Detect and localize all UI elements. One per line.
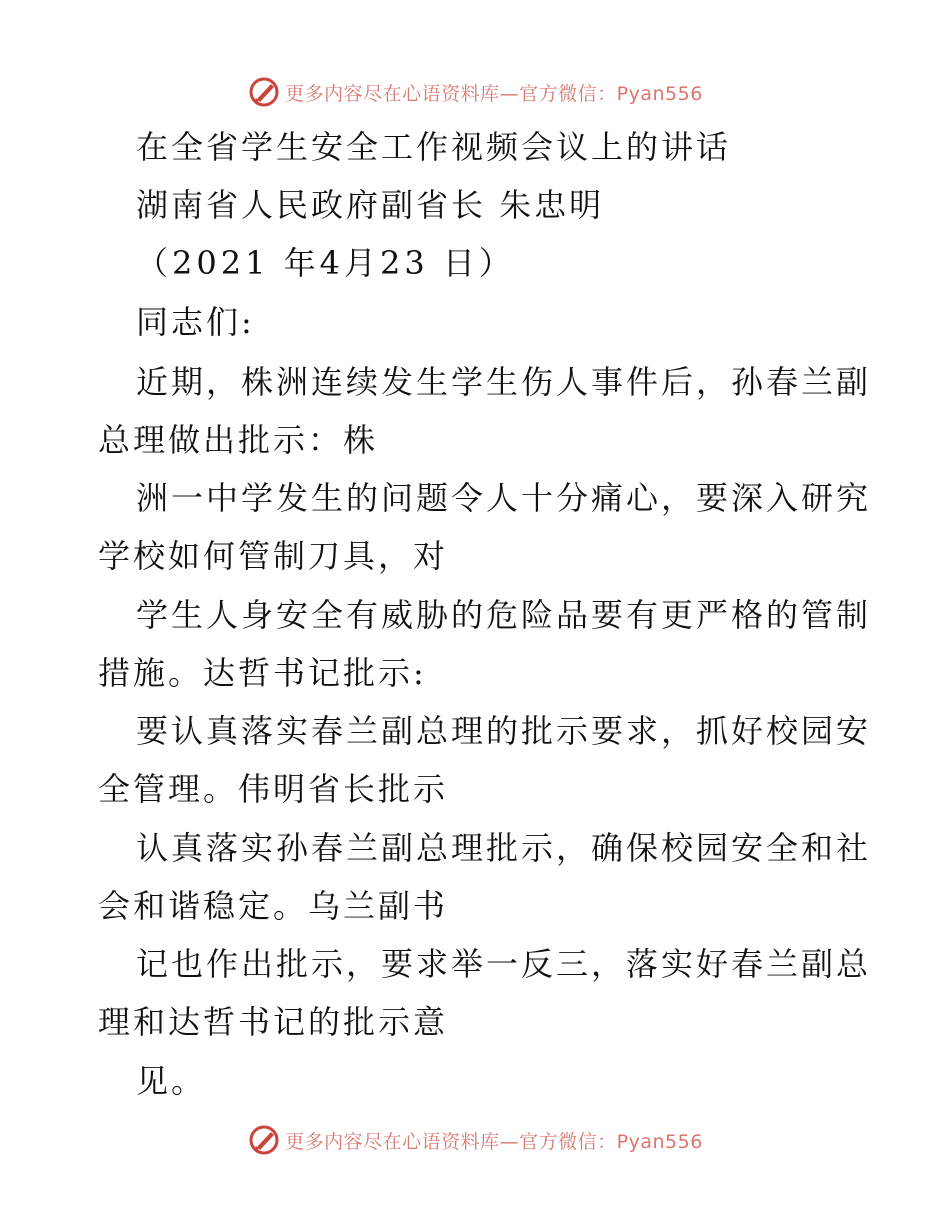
paragraph-line: 全管理。伟明省长批示 xyxy=(98,770,449,808)
paragraph-line: 认真落实孙春兰副总理批示，确保校园安全和社 xyxy=(136,829,872,867)
greeting: 同志们: xyxy=(136,303,255,341)
logo-icon xyxy=(247,1123,281,1157)
watermark-banner-bottom xyxy=(0,1120,950,1160)
watermark-banner-top xyxy=(0,72,950,112)
speaker-line: 湖南省人民政府副省长 朱忠明 xyxy=(136,186,605,224)
paragraph-line: 理和达哲书记的批示意 xyxy=(98,1003,449,1041)
paragraph-line: 近期，株洲连续发生学生伤人事件后，孙春兰副 xyxy=(136,363,872,401)
paragraph-line: 要认真落实春兰副总理的批示要求，抓好校园安 xyxy=(136,712,872,750)
paragraph-line: 学校如何管制刀具，对 xyxy=(98,537,449,575)
paragraph-line: 措施。达哲书记批示: xyxy=(98,654,427,692)
paragraph-line: 学生人身安全有威胁的危险品要有更严格的管制 xyxy=(136,596,872,634)
document-title: 在全省学生安全工作视频会议上的讲话 xyxy=(136,128,732,166)
paragraph-line: 记也作出批示，要求举一反三，落实好春兰副总 xyxy=(136,945,872,983)
watermark-text: 更多内容尽在心语资料库—官方微信：Pyan556 xyxy=(285,1130,703,1153)
watermark-text: 更多内容尽在心语资料库—官方微信：Pyan556 xyxy=(285,82,703,105)
logo-icon xyxy=(247,75,281,109)
paragraph-line: 见。 xyxy=(136,1062,207,1100)
paragraph-line: 会和谐稳定。乌兰副书 xyxy=(98,887,449,925)
paragraph-line: 总理做出批示：株 xyxy=(98,421,379,459)
date-line: （2021 年4月23 日） xyxy=(136,244,515,282)
paragraph-line: 洲一中学发生的问题令人十分痛心，要深入研究 xyxy=(136,479,872,517)
